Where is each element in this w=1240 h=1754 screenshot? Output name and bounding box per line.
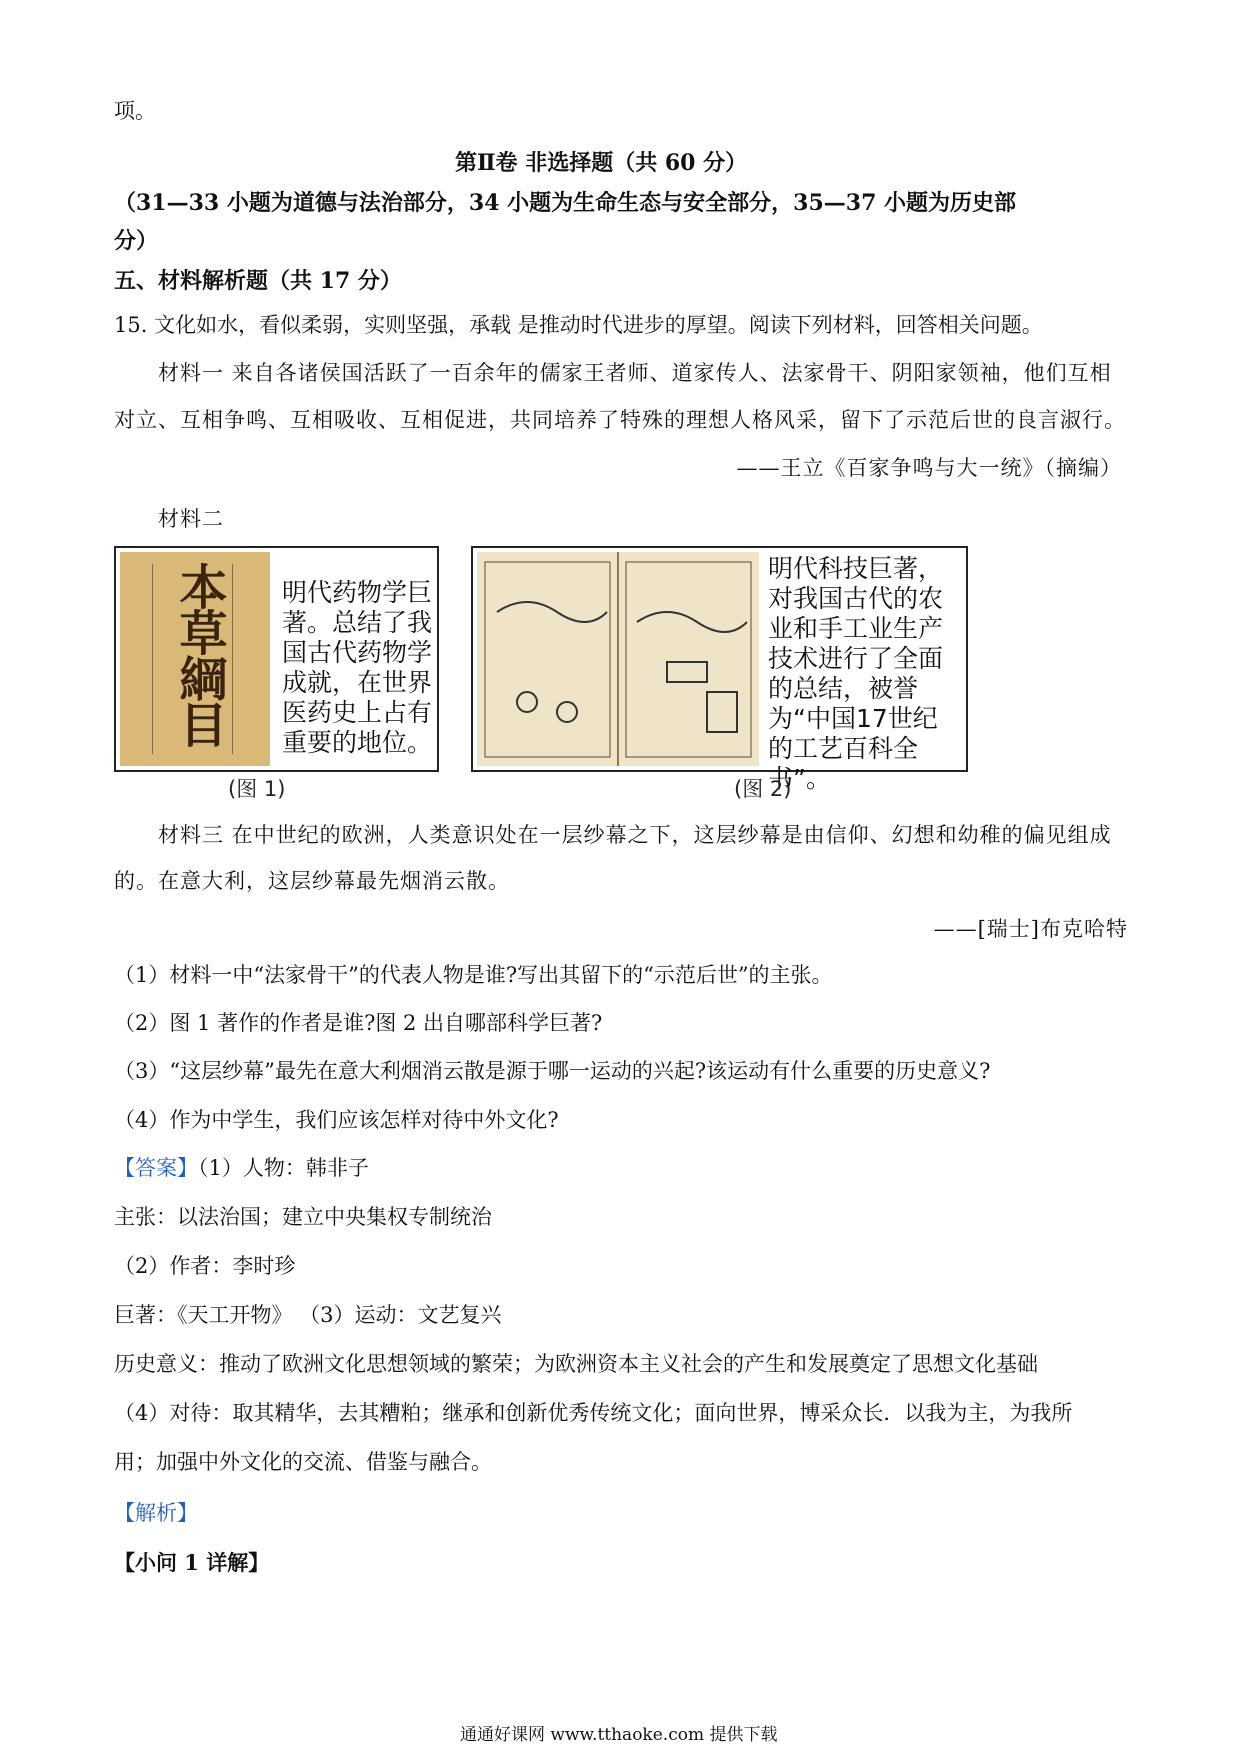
answer-line-1 xyxy=(114,1153,369,1183)
sub-question-2: （2）图 1 著作的作者是谁?图 2 出自哪部科学巨著? xyxy=(114,1011,603,1035)
answer-line-3: （2）作者：李时珍 xyxy=(114,1254,296,1278)
book-illustration-image xyxy=(477,552,759,766)
analysis-tag: 【解析】 xyxy=(114,1501,198,1525)
section-note: （31—33 小题为道德与法治部分，34 小题为生命生态与安全部分，35—37 小题为历史部 xyxy=(114,190,1017,216)
book-title: 本草綱目 xyxy=(171,562,227,746)
answer-line-4: 巨著：《天工开物》 （3）运动：文艺复兴 xyxy=(114,1303,502,1327)
answer-line-7: 用；加强中外文化的交流、借鉴与融合。 xyxy=(114,1450,492,1474)
sub-question-3: （3）“这层纱幕”最先在意大利烟消云散是源于哪一运动的兴起?该运动有什么重要的历史意义? xyxy=(114,1059,991,1083)
detail-heading-1: 【小问 1 详解】 xyxy=(114,1550,270,1575)
material-3-line-1: 材料三 在中世纪的欧洲，人类意识处在一层纱幕之下，这层纱幕是由信仰、幻想和幼稚的偏见组成 xyxy=(158,823,1112,847)
figure-1-label: (图 1) xyxy=(228,777,286,801)
figure-1-caption: 明代药物学巨著。总结了我国古代药物学成就，在世界医药史上占有重要的地位。 xyxy=(282,578,433,757)
book-cover-image xyxy=(120,552,270,766)
section-title: 第Ⅱ卷 非选择题（共 60 分） xyxy=(455,150,748,176)
material-3-line-2: 的。在意大利，这层纱幕最先烟消云散。 xyxy=(114,869,510,893)
material-1-source: ——王立《百家争鸣与大一统》（摘编） xyxy=(736,456,1122,480)
answer-line-2: 主张：以法治国；建立中央集权专制统治 xyxy=(114,1205,492,1229)
page-footer: 通通好课网 www.tthaoke.com 提供下载 xyxy=(460,1725,778,1745)
answer-text: （1）人物：韩非子 xyxy=(198,1156,369,1180)
sub-question-4: （4）作为中学生，我们应该怎样对待中外文化? xyxy=(114,1108,559,1132)
part-title: 五、材料解析题（共 17 分） xyxy=(114,268,402,294)
answer-line-6: （4）对待：取其精华，去其糟粕；继承和创新优秀传统文化；面向世界，博采众长．以我为主，为我所 xyxy=(114,1401,1073,1425)
figure-1-box xyxy=(114,546,439,772)
section-note-cont: 分） xyxy=(114,228,159,254)
material-2-label: 材料二 xyxy=(158,507,224,531)
sub-question-1: （1）材料一中“法家骨干”的代表人物是谁?写出其留下的“示范后世”的主张。 xyxy=(114,963,833,987)
material-3-source: ——[瑞士]布克哈特 xyxy=(933,917,1128,941)
top-fragment: 项。 xyxy=(114,99,156,123)
material-1-line-1: 材料一 来自各诸侯国活跃了一百余年的儒家王者师、道家传人、法家骨干、阴阳家领袖，他们互相 xyxy=(158,361,1112,385)
figure-2-label: (图 2) xyxy=(734,777,792,801)
illustration-drawing xyxy=(477,552,759,766)
answer-tag: 【答案】 xyxy=(114,1156,198,1180)
figure-2-caption: 明代科技巨著，对我国古代的农业和手工业生产技术进行了全面的总结，被誉为“中国17世纪的工艺百科全书”。 xyxy=(768,554,944,793)
question-15: 15. 文化如水，看似柔弱，实则坚强，承载 是推动时代进步的厚望。阅读下列材料，回答相关问题。 xyxy=(114,313,1043,337)
material-1-line-2: 对立、互相争鸣、互相吸收、互相促进，共同培养了特殊的理想人格风采，留下了示范后世的良言淑行。 xyxy=(114,408,1126,432)
answer-line-5: 历史意义：推动了欧洲文化思想领域的繁荣；为欧洲资本主义社会的产生和发展奠定了思想文化基础 xyxy=(114,1352,1038,1376)
